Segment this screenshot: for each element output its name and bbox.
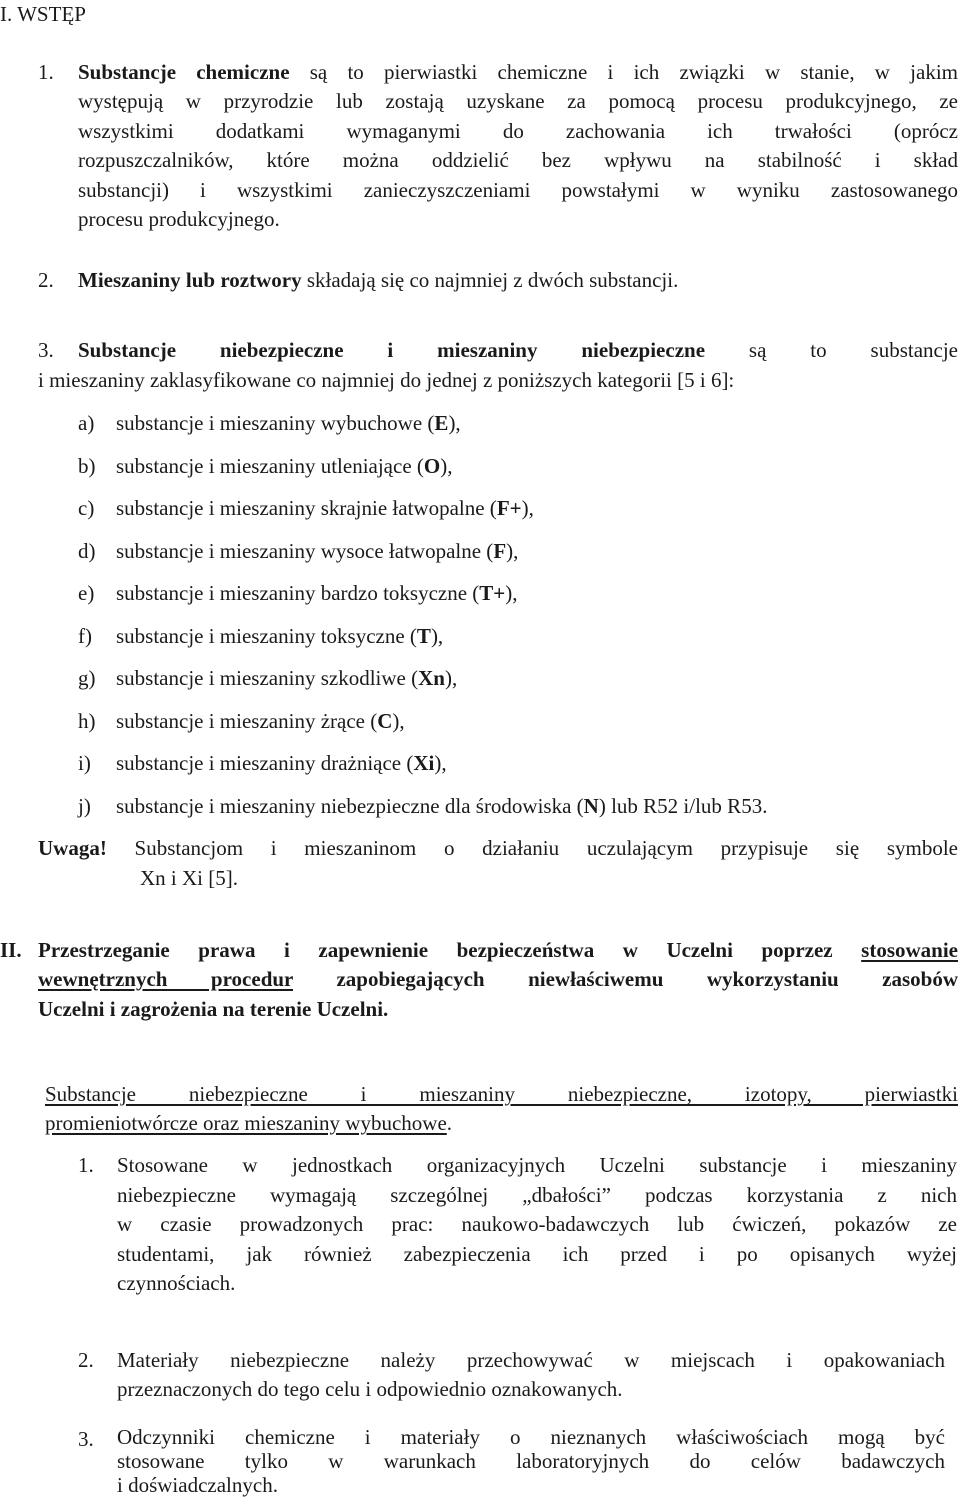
category-text: substancje i mieszaniny szkodliwe (: [116, 666, 419, 690]
paragraph-2-text: [78, 266, 678, 296]
paragraph-3-number: 3.: [38, 338, 54, 362]
category-item-f: [78, 622, 958, 652]
paragraph-1-term: Substancje chemiczne: [78, 60, 290, 84]
rule-item-1-number: 1.: [78, 1153, 94, 1177]
category-text: substancje i mieszaniny drażniące (: [116, 751, 414, 775]
category-label: h): [78, 709, 96, 733]
category-item-c: [78, 494, 958, 524]
category-item-e: [78, 579, 958, 609]
hazard-symbol: N: [583, 794, 599, 818]
hazard-symbol: C: [377, 709, 393, 733]
category-text: substancje i mieszaniny wysoce łatwopalne (: [116, 539, 494, 563]
section-2-heading-line-3: Uczelni i zagrożenia na terenie Uczelni.: [38, 997, 389, 1021]
category-label: i): [78, 751, 91, 775]
hazard-symbol: Xi: [413, 751, 435, 775]
hazard-symbol: F+: [496, 496, 522, 520]
section-2-heading-line-2: [38, 965, 958, 995]
rule-item-2-number: 2.: [78, 1348, 94, 1372]
section-2-heading-line-1: [38, 936, 958, 966]
category-label: b): [78, 454, 96, 478]
category-label: e): [78, 581, 95, 605]
hazard-symbol: T: [416, 624, 431, 648]
paragraph-1-line-1-text: są to pierwiastki chemiczne i ich związki w stanie, w jakim: [289, 60, 958, 84]
section-1-heading: [0, 0, 86, 30]
category-item-i: [78, 749, 958, 779]
hazard-symbol: T+: [479, 581, 506, 605]
category-after: ),: [505, 581, 518, 605]
paragraph-1-number: 1.: [38, 60, 54, 84]
section-2-heading-line-2-text: zapobiegających niewłaściwemu wykorzystaniu zasobów: [293, 967, 959, 991]
category-after: ),: [448, 411, 461, 435]
rule-item-3-line-3: i doświadczalnych.: [117, 1473, 278, 1497]
category-after: ),: [430, 624, 444, 648]
category-label: j): [78, 794, 91, 818]
category-text: substancje i mieszaniny utleniające (: [116, 454, 424, 478]
rule-item-1-line-4: studentami, jak również zabezpieczenia ich przed i po opisanych wyżej: [117, 1242, 957, 1266]
rule-item-3-number: 3.: [78, 1427, 94, 1451]
category-after: ),: [506, 539, 519, 563]
note-line-1: [38, 834, 958, 864]
category-after: ) lub R52 i/lub R53.: [598, 794, 768, 818]
category-text: substancje i mieszaniny żrące (: [116, 709, 378, 733]
subheading-line-1-text: Substancje niebezpieczne i mieszaniny niebezpieczne, izotopy, pierwiastki: [45, 1082, 958, 1106]
subheading-line-2-text: promieniotwórcze oraz mieszaniny wybuchowe: [45, 1111, 447, 1135]
paragraph-3-term: Substancje niebezpieczne i mieszaniny niebezpieczne: [78, 338, 706, 362]
category-label: d): [78, 539, 96, 563]
category-after: ),: [521, 496, 534, 520]
category-item-h: [78, 707, 958, 737]
paragraph-1-line-3: wszystkimi dodatkami wymaganymi do zachowania ich trwałości (oprócz: [78, 119, 958, 143]
category-label: a): [78, 411, 95, 435]
category-text: substancje i mieszaniny wybuchowe (: [116, 411, 435, 435]
paragraph-1-line-4: rozpuszczalników, które można oddzielić bez wpływu na stabilność i skład: [78, 148, 958, 172]
paragraph-1-line-6: procesu produkcyjnego.: [78, 207, 280, 231]
category-after: ),: [440, 454, 453, 478]
category-after: ),: [444, 666, 458, 690]
rule-item-3-line-2: stosowane tylko w warunkach laboratoryjnych do celów badawczych: [117, 1449, 945, 1473]
rule-item-1-line-3: w czasie prowadzonych prac: naukowo-badawczych lub ćwiczeń, pokazów ze: [117, 1212, 957, 1236]
note-line-2: Xn i Xi [5].: [140, 866, 238, 890]
rule-item-1-line-1: Stosowane w jednostkach organizacyjnych Uczelni substancje i mieszaniny: [117, 1153, 957, 1177]
paragraph-3-line-1-text: są to substancje: [705, 338, 958, 362]
rule-item-2-line-2: przeznaczonych do tego celu i odpowiednio oznakowanych.: [117, 1377, 623, 1401]
subheading-line-2: [45, 1109, 452, 1139]
rule-item-2-line-1: Materiały niebezpieczne należy przechowywać w miejscach i opakowaniach: [117, 1348, 945, 1372]
paragraph-2-number: 2.: [38, 268, 54, 292]
category-text: substancje i mieszaniny toksyczne (: [116, 624, 417, 648]
category-label: f): [78, 624, 92, 648]
section-2-number: II.: [0, 938, 22, 962]
rule-item-3-line-1: Odczynniki chemiczne i materiały o nieznanych właściwościach mogą być: [117, 1425, 945, 1449]
category-text: substancje i mieszaniny bardzo toksyczne (: [116, 581, 480, 605]
rule-item-1-line-5: czynnościach.: [117, 1271, 236, 1295]
category-label: g): [78, 666, 96, 690]
category-item-g: [78, 664, 958, 694]
category-item-d: [78, 537, 958, 567]
paragraph-3-line-2: i mieszaniny zaklasyfikowane co najmniej do jednej z poniższych kategorii [5 i 6]:: [38, 368, 735, 392]
category-item-a: [78, 409, 958, 439]
hazard-symbol: Xn: [418, 666, 445, 690]
paragraph-2-term: Mieszaniny lub roztwory: [78, 268, 302, 292]
paragraph-1-line-5: substancji) i wszystkimi zanieczyszczeniami powstałymi w wyniku zastosowanego: [78, 178, 958, 202]
hazard-symbol: E: [434, 411, 449, 435]
category-item-b: [78, 452, 958, 482]
paragraph-3-line-1: [78, 336, 958, 366]
paragraph-1-line-1: [78, 58, 958, 88]
category-after: ),: [392, 709, 405, 733]
category-after: ),: [434, 751, 447, 775]
subheading-line-1: [45, 1080, 958, 1110]
section-1-heading-text: I. WSTĘP: [0, 2, 86, 26]
category-text: substancje i mieszaniny niebezpieczne dla środowiska (: [116, 794, 584, 818]
section-2-heading-line-2-underlined: wewnętrznych procedur: [38, 967, 293, 991]
paragraph-1-line-2: występują w przyrodzie lub zostają uzyskane za pomocą procesu produkcyjnego, ze: [78, 89, 958, 113]
rule-item-1-line-2: niebezpieczne wymagają szczególnej „dbałości” podczas korzystania z nich: [117, 1183, 957, 1207]
note-label: Uwaga!: [38, 836, 107, 860]
paragraph-2-body: składają się co najmniej z dwóch substancji.: [301, 268, 679, 292]
note-line-1-text: Substancjom i mieszaninom o działaniu uczulającym przypisuje się symbole: [106, 836, 958, 860]
category-text: substancje i mieszaniny skrajnie łatwopalne (: [116, 496, 497, 520]
hazard-symbol: O: [423, 454, 441, 478]
hazard-symbol: F: [493, 539, 507, 563]
section-2-heading-line-1-text: Przestrzeganie prawa i zapewnienie bezpieczeństwa w Uczelni poprzez: [38, 938, 862, 962]
subheading-end: .: [446, 1111, 453, 1135]
category-label: c): [78, 496, 95, 520]
category-item-j: [78, 792, 958, 822]
section-2-heading-line-1-underlined: stosowanie: [861, 938, 958, 962]
